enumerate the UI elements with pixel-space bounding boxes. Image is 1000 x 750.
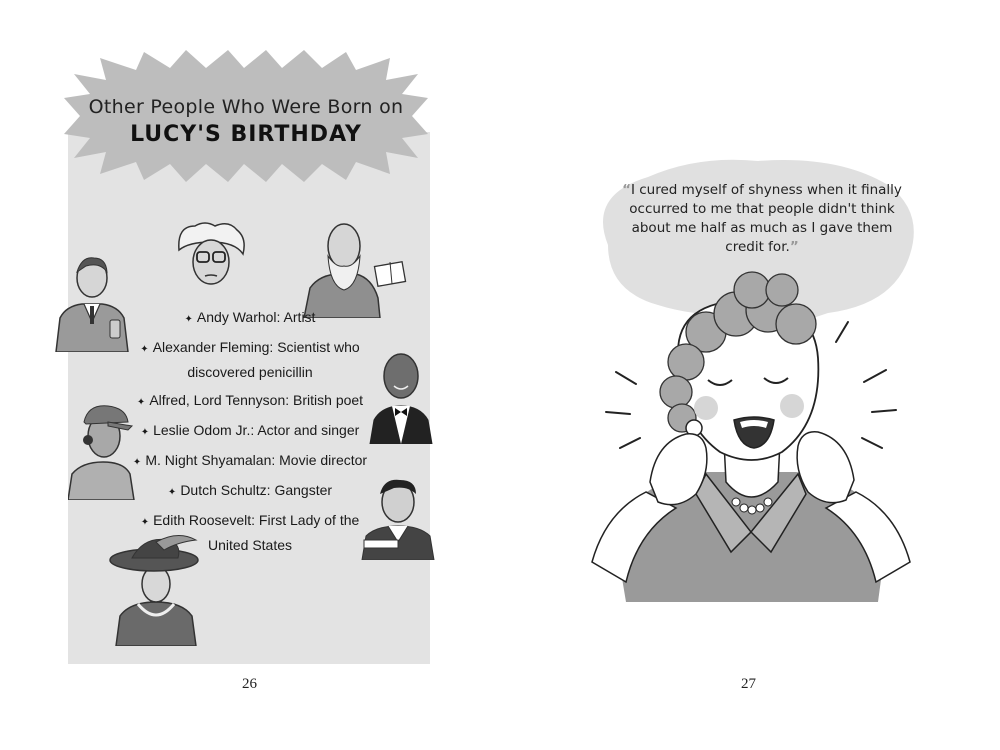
quote-text: I cured myself of shyness when it finally occurred to me that people didn't think about me half as much as I gave them credit for. (629, 182, 902, 255)
portrait-tennyson (300, 218, 410, 318)
list-item: ✦ Dutch Schultz: Gangster (167, 482, 333, 498)
page-number-left: 26 (242, 676, 257, 692)
people-list (120, 306, 380, 562)
lucy-illustration (586, 262, 916, 602)
list-item: ✦ Leslie Odom Jr.: Actor and singer (140, 422, 360, 438)
banner-heading (60, 96, 432, 147)
portrait-warhol (175, 220, 247, 292)
close-quote-mark: ” (789, 239, 799, 255)
open-quote-mark: “ (622, 182, 631, 198)
banner-line-2: LUCY'S BIRTHDAY (130, 122, 362, 147)
list-item: ✦ Edith Roosevelt: First Lady of the United States (140, 512, 360, 553)
list-item: ✦ Andy Warhol: Artist (184, 309, 316, 325)
list-item: ✦ M. Night Shyamalan: Movie director (132, 452, 368, 468)
banner-line-1: Other People Who Were Born on (88, 96, 404, 118)
list-item: ✦ Alexander Fleming: Scientist who discovered penicillin (140, 339, 360, 380)
page-number-right: 27 (741, 676, 756, 692)
list-item: ✦ Alfred, Lord Tennyson: British poet (136, 392, 364, 408)
lucy-quote (612, 181, 912, 257)
